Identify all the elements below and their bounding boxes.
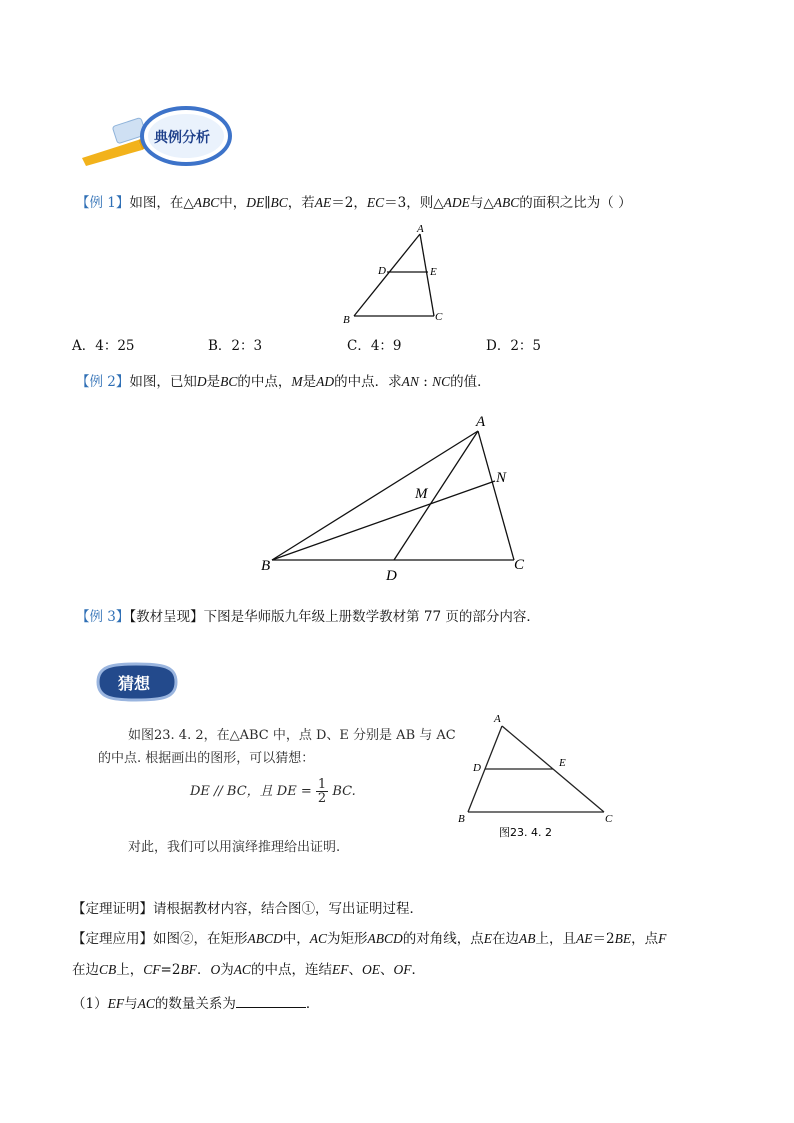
math-var: CB [99,962,117,977]
vertex-label-d: D [378,265,386,277]
vertex-label-c: C [435,311,443,323]
text: 上， [116,962,144,978]
theorem-application-line-1 [72,930,666,948]
choice-c: C．4：9 [347,338,402,354]
fraction [316,778,328,805]
math-var: BC [270,195,288,210]
math-var: AE [576,931,593,946]
text: 的中点， [237,374,292,390]
vertex-label-e: E [430,266,437,278]
vertex-label-b: B [458,813,465,825]
text: 中， [282,931,310,947]
vertex-label-b: B [343,314,350,326]
math-var: AN [401,374,419,389]
example-1-triangle-figure [340,220,460,330]
text: 在边 [492,931,520,947]
math-var: EC [366,195,385,210]
math-var: EF [331,962,349,977]
math-var: ABCD [367,931,403,946]
math-var: BC [220,374,238,389]
math-var: F [658,931,667,946]
text: 与 [124,996,138,1012]
math-var: OF [393,962,412,977]
math-var: E [483,931,493,946]
vertex-label-n: N [496,470,507,486]
theorem-application-line-2 [72,961,425,979]
math-var: ADE [443,195,470,210]
answer-blank[interactable] [236,994,306,1008]
text: ． [411,962,425,978]
text: ＝3，则△ [384,195,444,211]
math-var: AC [137,996,155,1011]
fraction-numerator: 1 [317,777,327,792]
vertex-label-c: C [605,813,613,825]
vertex-label-e: E [559,757,566,769]
example-3-intro [76,608,540,626]
text: ． [305,996,320,1012]
text: ＝2 [592,931,615,947]
math-var: DE [246,195,265,210]
text: ，点 [631,931,659,947]
formula-left: DE // BC，且 DE = [190,784,316,799]
text: =2 [160,962,181,978]
math-var: AD [316,374,335,389]
math-var: ABC [193,195,220,210]
textbook-excerpt [92,660,652,860]
vertex-label-b: B [261,558,271,574]
math-var: ABCD [247,931,283,946]
text: 中， [219,195,247,211]
guess-badge-label: 猜想 [118,674,151,693]
vertex-label-d: D [473,762,481,774]
math-var: M [291,374,303,389]
math-var: AC [233,962,251,977]
text: ． [196,962,211,978]
math-var: AB [519,931,536,946]
example-2-question [76,373,491,391]
text: 如图，在△ [129,195,194,211]
math-var: CF [143,962,161,977]
example-2-triangle-figure [255,408,545,588]
text: 的中点，连结 [250,962,332,978]
math-var: NC [432,374,451,389]
theorem-proof: 【定理证明】请根据教材内容，结合图①，写出证明过程． [72,901,423,917]
vertex-label-c: C [514,557,525,573]
text: 、 [348,962,362,978]
vertex-label-d: D [386,568,397,584]
segment [272,431,478,560]
text: 如图，已知 [129,374,197,390]
math-var: EF [107,996,125,1011]
math-var: AE [314,195,332,210]
text: 上，且 [535,931,577,947]
text: ，若 [287,195,315,211]
text: 与△ [469,195,494,211]
vertex-label-a: A [494,713,501,725]
text: 的值． [450,374,491,390]
text: 【定理应用】如图②，在矩形 [72,931,248,947]
math-var: OE [361,962,380,977]
formula-right: BC. [332,784,356,799]
question-number: （1） [72,996,108,1012]
text: 为 [220,962,234,978]
math-var: O [210,962,221,977]
math-var: D [196,374,207,389]
example-1-tag: 【例 1】 [76,195,130,211]
figure-caption: 图23. 4. 2 [499,826,552,839]
excerpt-line-1: 如图23. 4. 2，在△ABC 中，点 D、E 分别是 AB 与 AC [128,728,456,743]
parallel-symbol: ∥ [264,195,271,211]
text: 的对角线，点 [402,931,484,947]
example-2-tag: 【例 2】 [76,374,130,390]
text: 的中点．求 [334,374,402,390]
text: 、 [379,962,394,978]
question-1 [72,994,319,1013]
excerpt-triangle-figure [452,708,622,848]
math-var: BF [180,962,197,977]
choice-b: B．2：3 [208,338,263,354]
choice-a: A．4：25 [72,338,135,354]
text: 是 [206,374,221,390]
example-3-tag: 【例 3】 [76,609,130,625]
section-header-badge [78,100,238,170]
section-header-label: 典例分析 [154,130,210,146]
fraction-denominator: 2 [317,791,327,806]
excerpt-line-2: 的中点. 根据画出的图形，可以猜想： [98,751,315,766]
text: 的数量关系为 [154,996,236,1012]
excerpt-formula [190,778,356,805]
excerpt-line-3: 对此，我们可以用演绎推理给出证明. [128,840,341,855]
vertex-label-m: M [415,486,428,502]
text: ＝2， [331,195,367,211]
vertex-label-a: A [417,223,424,235]
math-var: AC [309,931,328,946]
text: 是 [302,374,317,390]
text: : [418,374,433,390]
text: 在边 [72,962,99,978]
text: 的面积之比为（ ） [519,195,632,211]
math-var: ABC [493,195,520,210]
text: 为矩形 [327,931,368,947]
text: 【教材呈现】下图是华师版九年级上册数学教材第 77 页的部分内容． [129,609,540,625]
example-1-question [76,194,632,212]
vertex-label-a: A [476,414,486,430]
choice-d: D．2：5 [486,338,542,354]
math-var: BE [614,931,632,946]
